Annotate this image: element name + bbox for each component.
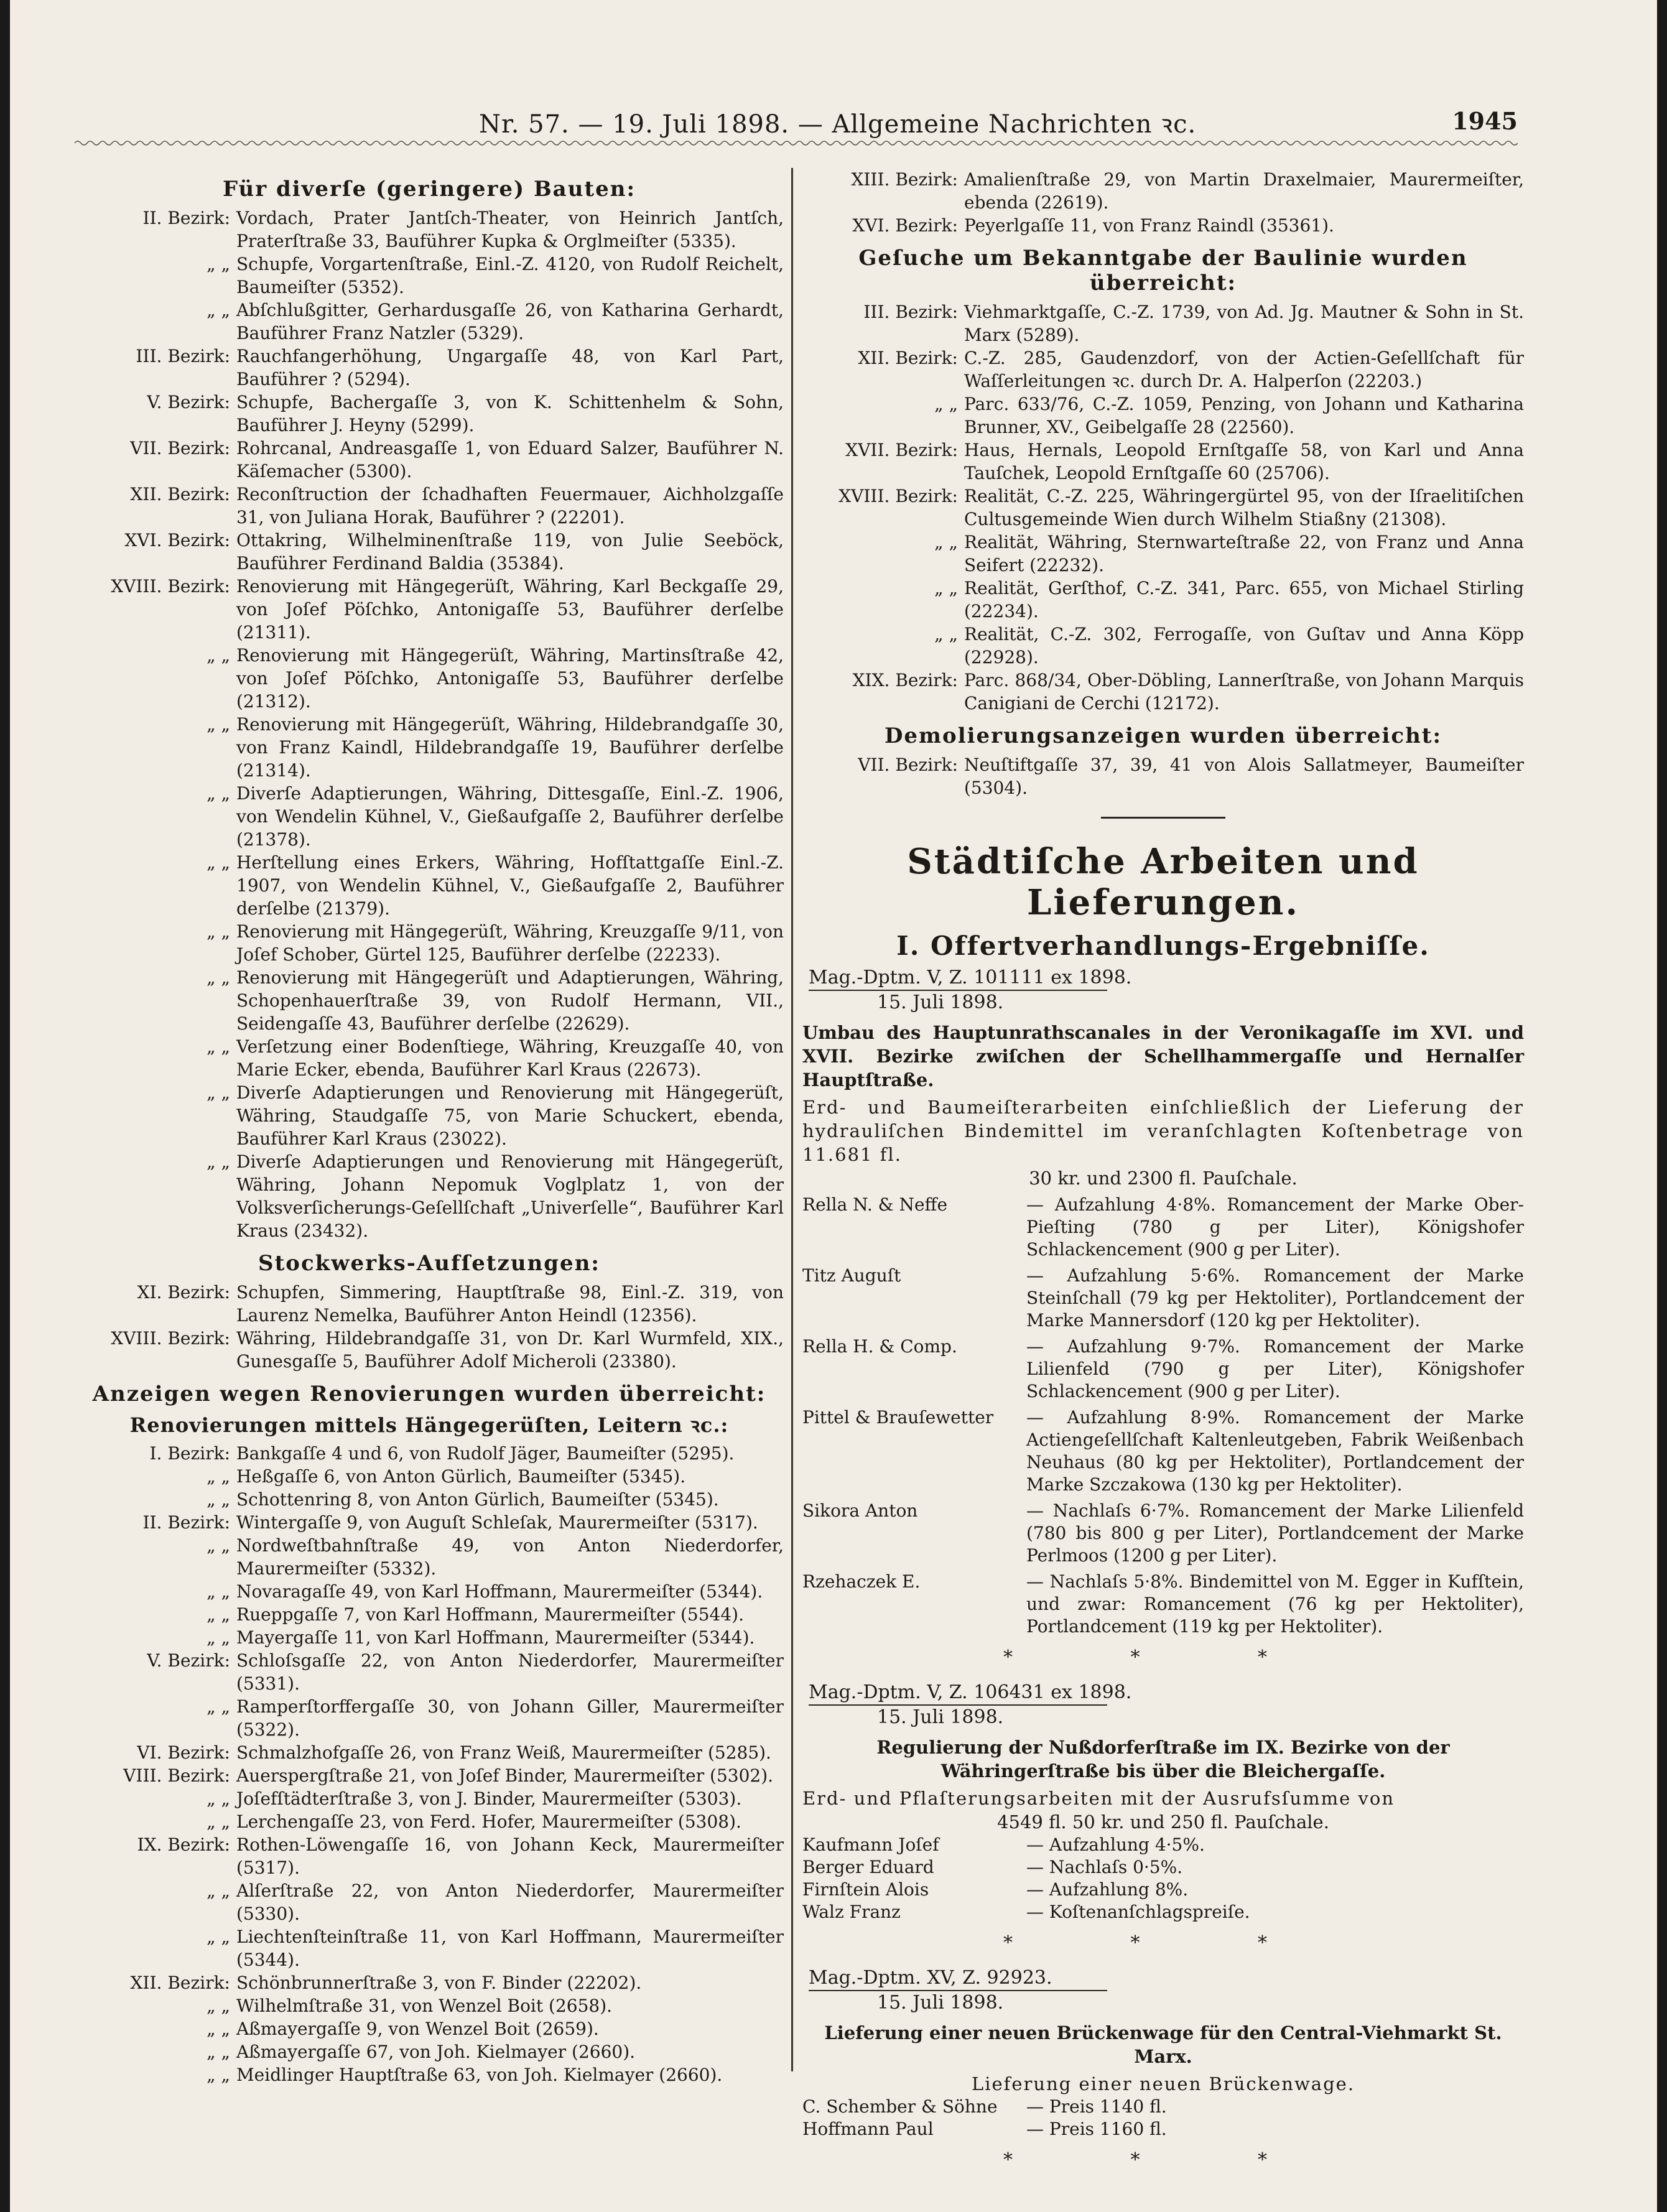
entry-text: Auerspergſtraße 21, von Joſef Binder, Maurermeiſter (5302). xyxy=(236,1765,774,1786)
list-item xyxy=(75,644,784,713)
bid-detail: — Nachlaſs 6·7%. Romancement der Marke Lilienfeld (780 bis 800 g per Liter), Portlandcement der Marke Perlmoos (1200 g per Liter). xyxy=(1026,1500,1524,1566)
tender-reference: Mag.-Dptm. XV, Z. 92923. xyxy=(809,1967,1052,1989)
list-item xyxy=(75,1081,784,1150)
list-item xyxy=(802,623,1524,669)
district-label: „ „ xyxy=(207,2065,230,2085)
entry-text: Meidlinger Hauptſtraße 63, von Joh. Kielmayer (2660). xyxy=(236,2065,723,2085)
bidder-name: Rella N. & Neffe xyxy=(802,1194,948,1215)
list-item xyxy=(75,1925,784,1971)
district-label: „ „ xyxy=(207,921,230,942)
section-title-stockwerks: Stockwerks-Aufſetzungen: xyxy=(258,1251,600,1276)
list-item xyxy=(802,439,1524,485)
list-item xyxy=(802,753,1524,799)
section-title-baulinie: Geſuche um Bekanntgabe der Baulinie wurden überreicht: xyxy=(858,246,1468,295)
district-label: XVII. Bezirk: xyxy=(845,440,958,460)
entry-text: Realität, Gerſthof, C.-Z. 341, Parc. 655, von Michael Stirling (22234). xyxy=(964,578,1524,621)
list-item xyxy=(802,669,1524,715)
district-label: XII. Bezirk: xyxy=(858,348,958,368)
list-item xyxy=(75,253,784,299)
list-item xyxy=(75,1442,784,1465)
entry-text: Viehmarktgaſſe, C.-Z. 1739, von Ad. Jg. Mautner & Sohn in St. Marx (5289). xyxy=(964,302,1524,345)
bidder-name: Pittel & Brauſewetter xyxy=(802,1407,994,1428)
entry-text: Abſchlußgitter, Gerhardusgaſſe 26, von Katharina Gerhardt, Bauführer Franz Natzler (5329). xyxy=(236,300,784,343)
tender-reference: Mag.-Dptm. V, Z. 106431 ex 1898. xyxy=(809,1681,1132,1703)
bid-row xyxy=(802,1265,1524,1332)
entry-text: Schupfe, Bachergaſſe 3, von K. Schittenhelm & Sohn, Bauführer J. Heyny (5299). xyxy=(236,392,784,435)
district-label: „ „ xyxy=(207,852,230,873)
list-item xyxy=(802,485,1524,531)
entry-text: Herſtellung eines Erkers, Währing, Hofſtattgaſſe Einl.-Z. 1907, von Wendelin Kühnel, V., Gießaufgaſſe 2, Bauführer derſelbe (21379). xyxy=(236,852,784,919)
entry-text: Renovierung mit Hängegerüſt, Währing, Karl Beckgaſſe 29, von Joſef Pöſchko, Antonigaſſe 53, Bauführer derſelbe (21311). xyxy=(236,576,784,643)
list-item xyxy=(75,1833,784,1879)
entry-text: Nordweſtbahnſtraße 49, von Anton Niederdorfer, Maurermeiſter (5332). xyxy=(236,1535,784,1579)
entry-text: Parc. 633/76, C.-Z. 1059, Penzing, von Johann und Katharina Brunner, XV., Geibelgaſſe 28 (22560). xyxy=(964,394,1524,437)
district-label: „ „ xyxy=(207,1996,230,2016)
entry-text: Amalienſtraße 29, von Martin Draxelmaier, Maurermeiſter, ebenda (22619). xyxy=(964,169,1524,213)
list-item xyxy=(802,168,1524,214)
bid-row xyxy=(802,1500,1524,1567)
scan-border-right xyxy=(1657,0,1667,2212)
entry-text: Heßgaſſe 6, von Anton Gürlich, Baumeiſter (5345). xyxy=(236,1466,686,1487)
entry-text: Diverſe Adaptierungen, Währing, Dittesgaſſe, Einl.-Z. 1906, von Wendelin Kühnel, V., Gießaufgaſſe 2, Bauführer derſelbe (21378). xyxy=(236,783,784,850)
entry-text: Schottenring 8, von Anton Gürlich, Baumeiſter (5345). xyxy=(236,1489,719,1510)
list-item xyxy=(75,1994,784,2017)
district-label: XVI. Bezirk: xyxy=(124,530,230,551)
bid-row xyxy=(802,1834,1524,1856)
district-label: „ „ xyxy=(207,1696,230,1717)
entry-text: Schupfen, Simmering, Hauptſtraße 98, Einl.-Z. 319, von Laurenz Nemelka, Bauführer Anton Heindl (12356). xyxy=(236,1282,784,1326)
entry-text: Joſefſtädterſtraße 3, von J. Binder, Maurermeiſter (5303). xyxy=(236,1788,742,1809)
bidder-name: Hoffmann Paul xyxy=(802,2119,934,2139)
district-label: „ „ xyxy=(207,1466,230,1487)
bid-row xyxy=(802,1194,1524,1261)
district-label: „ „ xyxy=(934,394,958,414)
tender-reference: Mag.-Dptm. V, Z. 101111 ex 1898. xyxy=(809,967,1132,988)
bid-row xyxy=(802,1856,1524,1879)
bid-detail: — Koſtenanſchlagspreiſe. xyxy=(1026,1902,1250,1922)
entry-text: Schupfe, Vorgartenſtraße, Einl.-Z. 4120, von Rudolf Reichelt, Baumeiſter (5352). xyxy=(236,254,784,297)
district-label: II. Bezirk: xyxy=(142,1512,230,1533)
district-label: „ „ xyxy=(207,2042,230,2062)
list-item xyxy=(75,2040,784,2063)
list-item xyxy=(75,1580,784,1603)
list-item xyxy=(75,391,784,437)
entry-text: Realität, C.-Z. 225, Währingergürtel 95, von der Iſraelitiſchen Cultusgemeinde Wien durch Wilhelm Stiaßny (21308). xyxy=(964,486,1524,529)
list-item xyxy=(75,920,784,966)
district-label: II. Bezirk: xyxy=(142,208,230,228)
tender-project: Umbau des Hauptunrathscanales in der Veronikagaſſe im XVI. und XVII. Bezirke zwiſchen der Schellhammergaſſe und Hernalſer Hauptſtraße. xyxy=(802,1022,1524,1090)
entry-text: Ottakring, Wilhelminenſtraße 119, von Julie Seeböck, Bauführer Ferdinand Baldia (35384). xyxy=(236,530,784,574)
tender-date: 15. Juli 1898. xyxy=(877,1992,1004,2014)
district-label: XI. Bezirk: xyxy=(137,1282,230,1303)
district-label: „ „ xyxy=(934,624,958,644)
list-item xyxy=(75,2063,784,2086)
bid-detail: — Preis 1140 fl. xyxy=(1026,2096,1167,2117)
list-item xyxy=(75,299,784,345)
entry-text: Liechtenſteinſtraße 11, von Karl Hoffmann, Maurermeiſter (5344). xyxy=(236,1926,784,1970)
district-label: VI. Bezirk: xyxy=(137,1742,230,1763)
list-item xyxy=(75,1787,784,1810)
entry-text: Wintergaſſe 9, von Auguſt Schleſak, Maurermeiſter (5317). xyxy=(236,1512,758,1533)
section-divider xyxy=(1101,817,1225,819)
list-item xyxy=(75,1035,784,1081)
district-label: XVIII. Bezirk: xyxy=(111,1328,230,1349)
list-item xyxy=(75,1488,784,1511)
bid-detail: — Aufzahlung 8·9%. Romancement der Marke Actiengeſellſchaft Kaltenleutgeben, Fabrik Weißenbach Neuhaus (80 kg per Hektoliter), Portlandcement der Marke Szczakowa (130 kg per Hektoliter). xyxy=(1026,1407,1524,1495)
bid-detail: — Aufzahlung 4·8%. Romancement der Marke Ober-Pieſting (780 g per Liter), Königshofer Schlackencement (900 g per Liter). xyxy=(1026,1194,1524,1260)
entry-text: Diverſe Adaptierungen und Renovierung mit Hängegerüſt, Währing, Staudgaſſe 75, von Marie Schuckert, ebenda, Bauführer Karl Kraus (23022). xyxy=(236,1082,784,1149)
tender-description: Lieferung einer neuen Brückenwage. xyxy=(971,2073,1355,2094)
tender-project: Regulierung der Nußdorferſtraße im IX. Bezirke von der Währingerſtraße bis über die Bleichergaſſe. xyxy=(876,1737,1450,1782)
right-column xyxy=(802,168,1524,2183)
bidder-name: Sikora Anton xyxy=(802,1500,918,1521)
entry-text: Parc. 868/34, Ober-Döbling, Lannerſtraße, von Johann Marquis Canigiani de Cerchi (12172). xyxy=(964,670,1524,713)
bidder-name: Titz Auguſt xyxy=(802,1265,901,1286)
tender-description-cont: 4549 fl. 50 kr. und 250 fl. Pauſchale. xyxy=(997,1811,1329,1833)
section-subtitle-haengegerueste: Renovierungen mittels Hängegerüſten, Leitern ꝛc.: xyxy=(129,1413,729,1437)
list-item xyxy=(75,1741,784,1764)
district-label: „ „ xyxy=(207,1604,230,1625)
list-item xyxy=(802,577,1524,623)
district-label: VIII. Bezirk: xyxy=(123,1765,230,1786)
district-label: „ „ xyxy=(207,783,230,804)
bid-detail: — Preis 1160 fl. xyxy=(1026,2119,1167,2139)
bidder-name: Kaufmann Joſef xyxy=(802,1834,939,1855)
tender-block-3 xyxy=(802,1966,1524,2171)
tender-block-2 xyxy=(802,1681,1524,1954)
list-item xyxy=(75,529,784,575)
list-item xyxy=(75,1971,784,1994)
entry-text: Peyerlgaſſe 11, von Franz Raindl (35361). xyxy=(964,215,1334,236)
district-label: „ „ xyxy=(207,1535,230,1556)
district-label: III. Bezirk: xyxy=(136,346,230,366)
list-item xyxy=(75,713,784,782)
bid-row xyxy=(802,1336,1524,1403)
district-label: XVI. Bezirk: xyxy=(852,215,958,236)
entry-text: Rohrcanal, Andreasgaſſe 1, von Eduard Salzer, Bauführer N. Käſemacher (5300). xyxy=(236,438,784,481)
district-label: „ „ xyxy=(207,300,230,320)
list-item xyxy=(75,1150,784,1242)
section-title-renovierungen: Anzeigen wegen Renovierungen wurden überreicht: xyxy=(92,1382,766,1406)
district-label: VII. Bezirk: xyxy=(130,438,230,458)
list-item xyxy=(75,483,784,529)
entry-text: Realität, C.-Z. 302, Ferrogaſſe, von Guſtav und Anna Köpp (22928). xyxy=(964,624,1524,667)
district-label: „ „ xyxy=(207,1880,230,1901)
list-item xyxy=(75,1626,784,1649)
district-label: XVIII. Bezirk: xyxy=(111,576,230,597)
bid-detail: — Aufzahlung 9·7%. Romancement der Marke Lilienfeld (790 g per Liter), Königshofer Schlackencement (900 g per Liter). xyxy=(1026,1336,1524,1401)
bid-detail: — Aufzahlung 4·5%. xyxy=(1026,1834,1205,1855)
district-label: „ „ xyxy=(207,1581,230,1602)
list-item xyxy=(75,1465,784,1488)
bid-row xyxy=(802,1879,1524,1901)
district-label: XVIII. Bezirk: xyxy=(838,486,958,506)
entry-text: Schönbrunnerſtraße 3, von F. Binder (22202). xyxy=(236,1973,642,1993)
list-item xyxy=(75,2017,784,2040)
left-column xyxy=(75,168,784,2086)
entry-text: Renovierung mit Hängegerüſt, Währing, Hildebrandgaſſe 30, von Franz Kaindl, Hildebrandgaſſe 19, Bauführer derſelbe (21314). xyxy=(236,714,784,781)
entry-text: Novaragaſſe 49, von Karl Hoffmann, Maurermeiſter (5344). xyxy=(236,1581,763,1602)
entry-text: Renovierung mit Hängegerüſt und Adaptierungen, Währing, Schopenhauerſtraße 39, von Rudolf Hermann, VII., Seidengaſſe 43, Bauführer derſelbe (22629). xyxy=(236,967,784,1034)
scan-border-left xyxy=(0,0,10,2212)
district-label: „ „ xyxy=(207,1926,230,1947)
district-label: „ „ xyxy=(934,578,958,598)
list-item xyxy=(75,782,784,851)
bidder-name: C. Schember & Söhne xyxy=(802,2096,998,2117)
district-label: „ „ xyxy=(207,714,230,735)
entry-text: Aßmayergaſſe 9, von Wenzel Boit (2659). xyxy=(236,2019,599,2039)
entry-text: Lerchengaſſe 23, von Ferd. Hofer, Maurermeiſter (5308). xyxy=(236,1811,741,1832)
list-item xyxy=(75,207,784,253)
list-item xyxy=(802,300,1524,346)
list-baulinie xyxy=(802,300,1524,715)
entry-text: Haus, Hernals, Leopold Ernſtgaſſe 58, von Karl und Anna Tauſchek, Leopold Ernſtgaſſe 60 (25706). xyxy=(964,440,1524,483)
district-label: „ „ xyxy=(207,1811,230,1832)
list-item xyxy=(75,1281,784,1327)
list-item xyxy=(802,531,1524,577)
section-title-demolierung: Demolierungsanzeigen wurden überreicht: xyxy=(884,723,1442,748)
entry-text: C.-Z. 285, Gaudenzdorf, von der Actien-Geſellſchaft für Waſſerleitungen ꝛc. durch Dr. A. Halperſon (22203.) xyxy=(964,348,1524,391)
list-item xyxy=(75,1511,784,1534)
asterism: * * * xyxy=(1003,1932,1324,1954)
list-item xyxy=(75,1327,784,1373)
list-item xyxy=(802,393,1524,439)
list-item xyxy=(75,1649,784,1695)
list-stockwerks xyxy=(75,1281,784,1373)
entry-text: Schloſsgaſſe 22, von Anton Niederdorfer, Maurermeiſter (5331). xyxy=(236,1650,784,1694)
entry-text: Alſerſtraße 22, von Anton Niederdorfer, Maurermeiſter (5330). xyxy=(236,1880,784,1924)
bidder-name: Rzehaczek E. xyxy=(802,1571,921,1592)
district-label: I. Bezirk: xyxy=(149,1443,230,1464)
district-label: VII. Bezirk: xyxy=(858,755,958,775)
entry-text: Vordach, Prater Jantſch-Theater, von Heinrich Jantſch, Praterſtraße 33, Bauführer Kupka & Orglmeiſter (5335). xyxy=(236,208,784,251)
bid-detail: — Nachlaſs 0·5%. xyxy=(1026,1857,1183,1877)
bid-row xyxy=(802,1571,1524,1638)
tender-description-cont: 30 kr. und 2300 fl. Pauſchale. xyxy=(1029,1168,1298,1189)
district-label: XIII. Bezirk: xyxy=(851,169,958,190)
entry-text: Verſetzung einer Bodenſtiege, Währing, Kreuzgaſſe 40, von Marie Ecker, ebenda, Bauführer Karl Kraus (22673). xyxy=(236,1036,784,1080)
section-title-diverse-bauten: Für diverſe (geringere) Bauten: xyxy=(222,177,636,202)
entry-text: Schmalzhofgaſſe 26, von Franz Weiß, Maurermeiſter (5285). xyxy=(236,1742,771,1763)
list-demolierung xyxy=(802,753,1524,799)
district-label: „ „ xyxy=(207,2019,230,2039)
district-label: „ „ xyxy=(207,1036,230,1057)
bid-detail: — Aufzahlung 5·6%. Romancement der Marke Steinſchall (79 kg per Hektoliter), Portlandcement der Marke Mannersdorf (120 kg per Hektoliter). xyxy=(1026,1265,1524,1331)
list-item xyxy=(75,1879,784,1925)
list-item xyxy=(75,1603,784,1626)
header-title: Nr. 57. — 19. Juli 1898. — Allgemeine Nachrichten ꝛc. xyxy=(479,110,1197,139)
wavy-rule xyxy=(75,139,1518,147)
district-label: „ „ xyxy=(207,1489,230,1510)
district-label: „ „ xyxy=(207,1627,230,1648)
district-label: „ „ xyxy=(934,532,958,552)
entry-text: Wilhelmſtraße 31, von Wenzel Boit (2658). xyxy=(236,1996,613,2016)
entry-text: Reconſtruction der ſchadhaften Feuermauer, Aichholzgaſſe 31, von Juliana Horak, Bauführer ? (22201). xyxy=(236,484,784,527)
bidder-name: Berger Eduard xyxy=(802,1857,934,1877)
list-item xyxy=(75,1764,784,1787)
tender-block-1 xyxy=(802,966,1524,1668)
page-number: 1945 xyxy=(1452,107,1518,135)
asterism: * * * xyxy=(1003,1647,1324,1668)
entry-text: Renovierung mit Hängegerüſt, Währing, Kreuzgaſſe 9/11, von Joſef Schober, Gürtel 125, Bauführer derſelbe (22233). xyxy=(236,921,784,965)
district-label: V. Bezirk: xyxy=(147,1650,230,1671)
asterism: * * * xyxy=(1003,2149,1324,2171)
district-label: III. Bezirk: xyxy=(863,302,958,322)
list-diverse-bauten xyxy=(75,207,784,1242)
list-item xyxy=(75,345,784,391)
district-label: „ „ xyxy=(207,254,230,274)
entry-text: Aßmayergaſſe 67, von Joh. Kielmayer (2660). xyxy=(236,2042,636,2062)
bid-detail: — Nachlaſs 5·8%. Bindemittel von M. Egger in Kufſtein, und zwar: Romancement (76 kg per Hektoliter), Portlandcement (119 kg per Hektoliter). xyxy=(1026,1571,1524,1637)
list-item xyxy=(75,1534,784,1580)
main-section-title: Städtiſche Arbeiten und Lieferungen. xyxy=(907,841,1419,923)
tender-project: Lieferung einer neuen Brückenwage für den Central-Viehmarkt St. Marx. xyxy=(824,2022,1502,2067)
list-continued xyxy=(802,168,1524,237)
list-item xyxy=(75,966,784,1035)
entry-text: Rauchfangerhöhung, Ungargaſſe 48, von Karl Part, Bauführer ? (5294). xyxy=(236,346,784,389)
entry-text: Mayergaſſe 11, von Karl Hoffmann, Maurermeiſter (5344). xyxy=(236,1627,755,1648)
list-item xyxy=(75,1810,784,1833)
bid-row xyxy=(802,2096,1524,2118)
district-label: XII. Bezirk: xyxy=(130,484,230,504)
list-item xyxy=(802,346,1524,393)
running-header xyxy=(75,93,1518,143)
list-renovierungen xyxy=(75,1442,784,2086)
list-item xyxy=(75,437,784,483)
tender-description: Erd- und Pflaſterungsarbeiten mit der Ausrufsſumme von xyxy=(802,1788,1395,1809)
bid-detail: — Aufzahlung 8%. xyxy=(1026,1879,1189,1900)
entry-text: Rueppgaſſe 7, von Karl Hoffmann, Maurermeiſter (5544). xyxy=(236,1604,744,1625)
district-label: „ „ xyxy=(207,1082,230,1103)
district-label: „ „ xyxy=(207,1151,230,1172)
list-item xyxy=(75,1695,784,1741)
bid-row xyxy=(802,1901,1524,1923)
list-item xyxy=(75,575,784,644)
entry-text: Neuſtiftgaſſe 37, 39, 41 von Alois Sallatmeyer, Baumeiſter (5304). xyxy=(964,755,1524,798)
district-label: IX. Bezirk: xyxy=(137,1834,230,1855)
entry-text: Renovierung mit Hängegerüſt, Währing, Martinsſtraße 42, von Joſef Pöſchko, Antonigaſſe 53, Bauführer derſelbe (21312). xyxy=(236,645,784,712)
entry-text: Diverſe Adaptierungen und Renovierung mit Hängegerüſt, Währing, Johann Nepomuk Voglplatz 1, von der Volksverſicherungs-Geſellſchaft „Univerſelle“, Bauführer Karl Kraus (23432). xyxy=(236,1151,784,1241)
entry-text: Bankgaſſe 4 und 6, von Rudolf Jäger, Baumeiſter (5295). xyxy=(236,1443,735,1464)
district-label: V. Bezirk: xyxy=(147,392,230,412)
district-label: „ „ xyxy=(207,645,230,666)
entry-text: Realität, Währing, Sternwarteſtraße 22, von Franz und Anna Seifert (22232). xyxy=(964,532,1524,575)
district-label: „ „ xyxy=(207,967,230,988)
bid-row xyxy=(802,2118,1524,2140)
main-section-subtitle: I. Offertverhandlungs-Ergebniſſe. xyxy=(896,931,1430,961)
column-divider xyxy=(791,168,793,2071)
district-label: XII. Bezirk: xyxy=(130,1973,230,1993)
district-label: XIX. Bezirk: xyxy=(852,670,958,690)
bid-row xyxy=(802,1406,1524,1496)
bidder-name: Rella H. & Comp. xyxy=(802,1336,957,1357)
list-item xyxy=(75,851,784,920)
entry-text: Währing, Hildebrandgaſſe 31, von Dr. Karl Wurmfeld, XIX., Gunesgaſſe 5, Bauführer Adolf Micheroli (23380). xyxy=(236,1328,784,1372)
bidder-name: Firnſtein Alois xyxy=(802,1879,929,1900)
district-label: „ „ xyxy=(207,1788,230,1809)
list-item xyxy=(802,214,1524,237)
tender-description: Erd- und Baumeiſterarbeiten einſchließlich der Lieferung der hydrauliſchen Bindemittel im veranſchlagten Koſtenbetrage von 11.681 fl. xyxy=(802,1097,1524,1165)
tender-date: 15. Juli 1898. xyxy=(877,992,1004,1013)
tender-date: 15. Juli 1898. xyxy=(877,1706,1004,1728)
entry-text: Rothen-Löwengaſſe 16, von Johann Keck, Maurermeiſter (5317). xyxy=(236,1834,784,1878)
bidder-name: Walz Franz xyxy=(802,1902,901,1922)
entry-text: Ramperſtorffergaſſe 30, von Johann Giller, Maurermeiſter (5322). xyxy=(236,1696,784,1740)
